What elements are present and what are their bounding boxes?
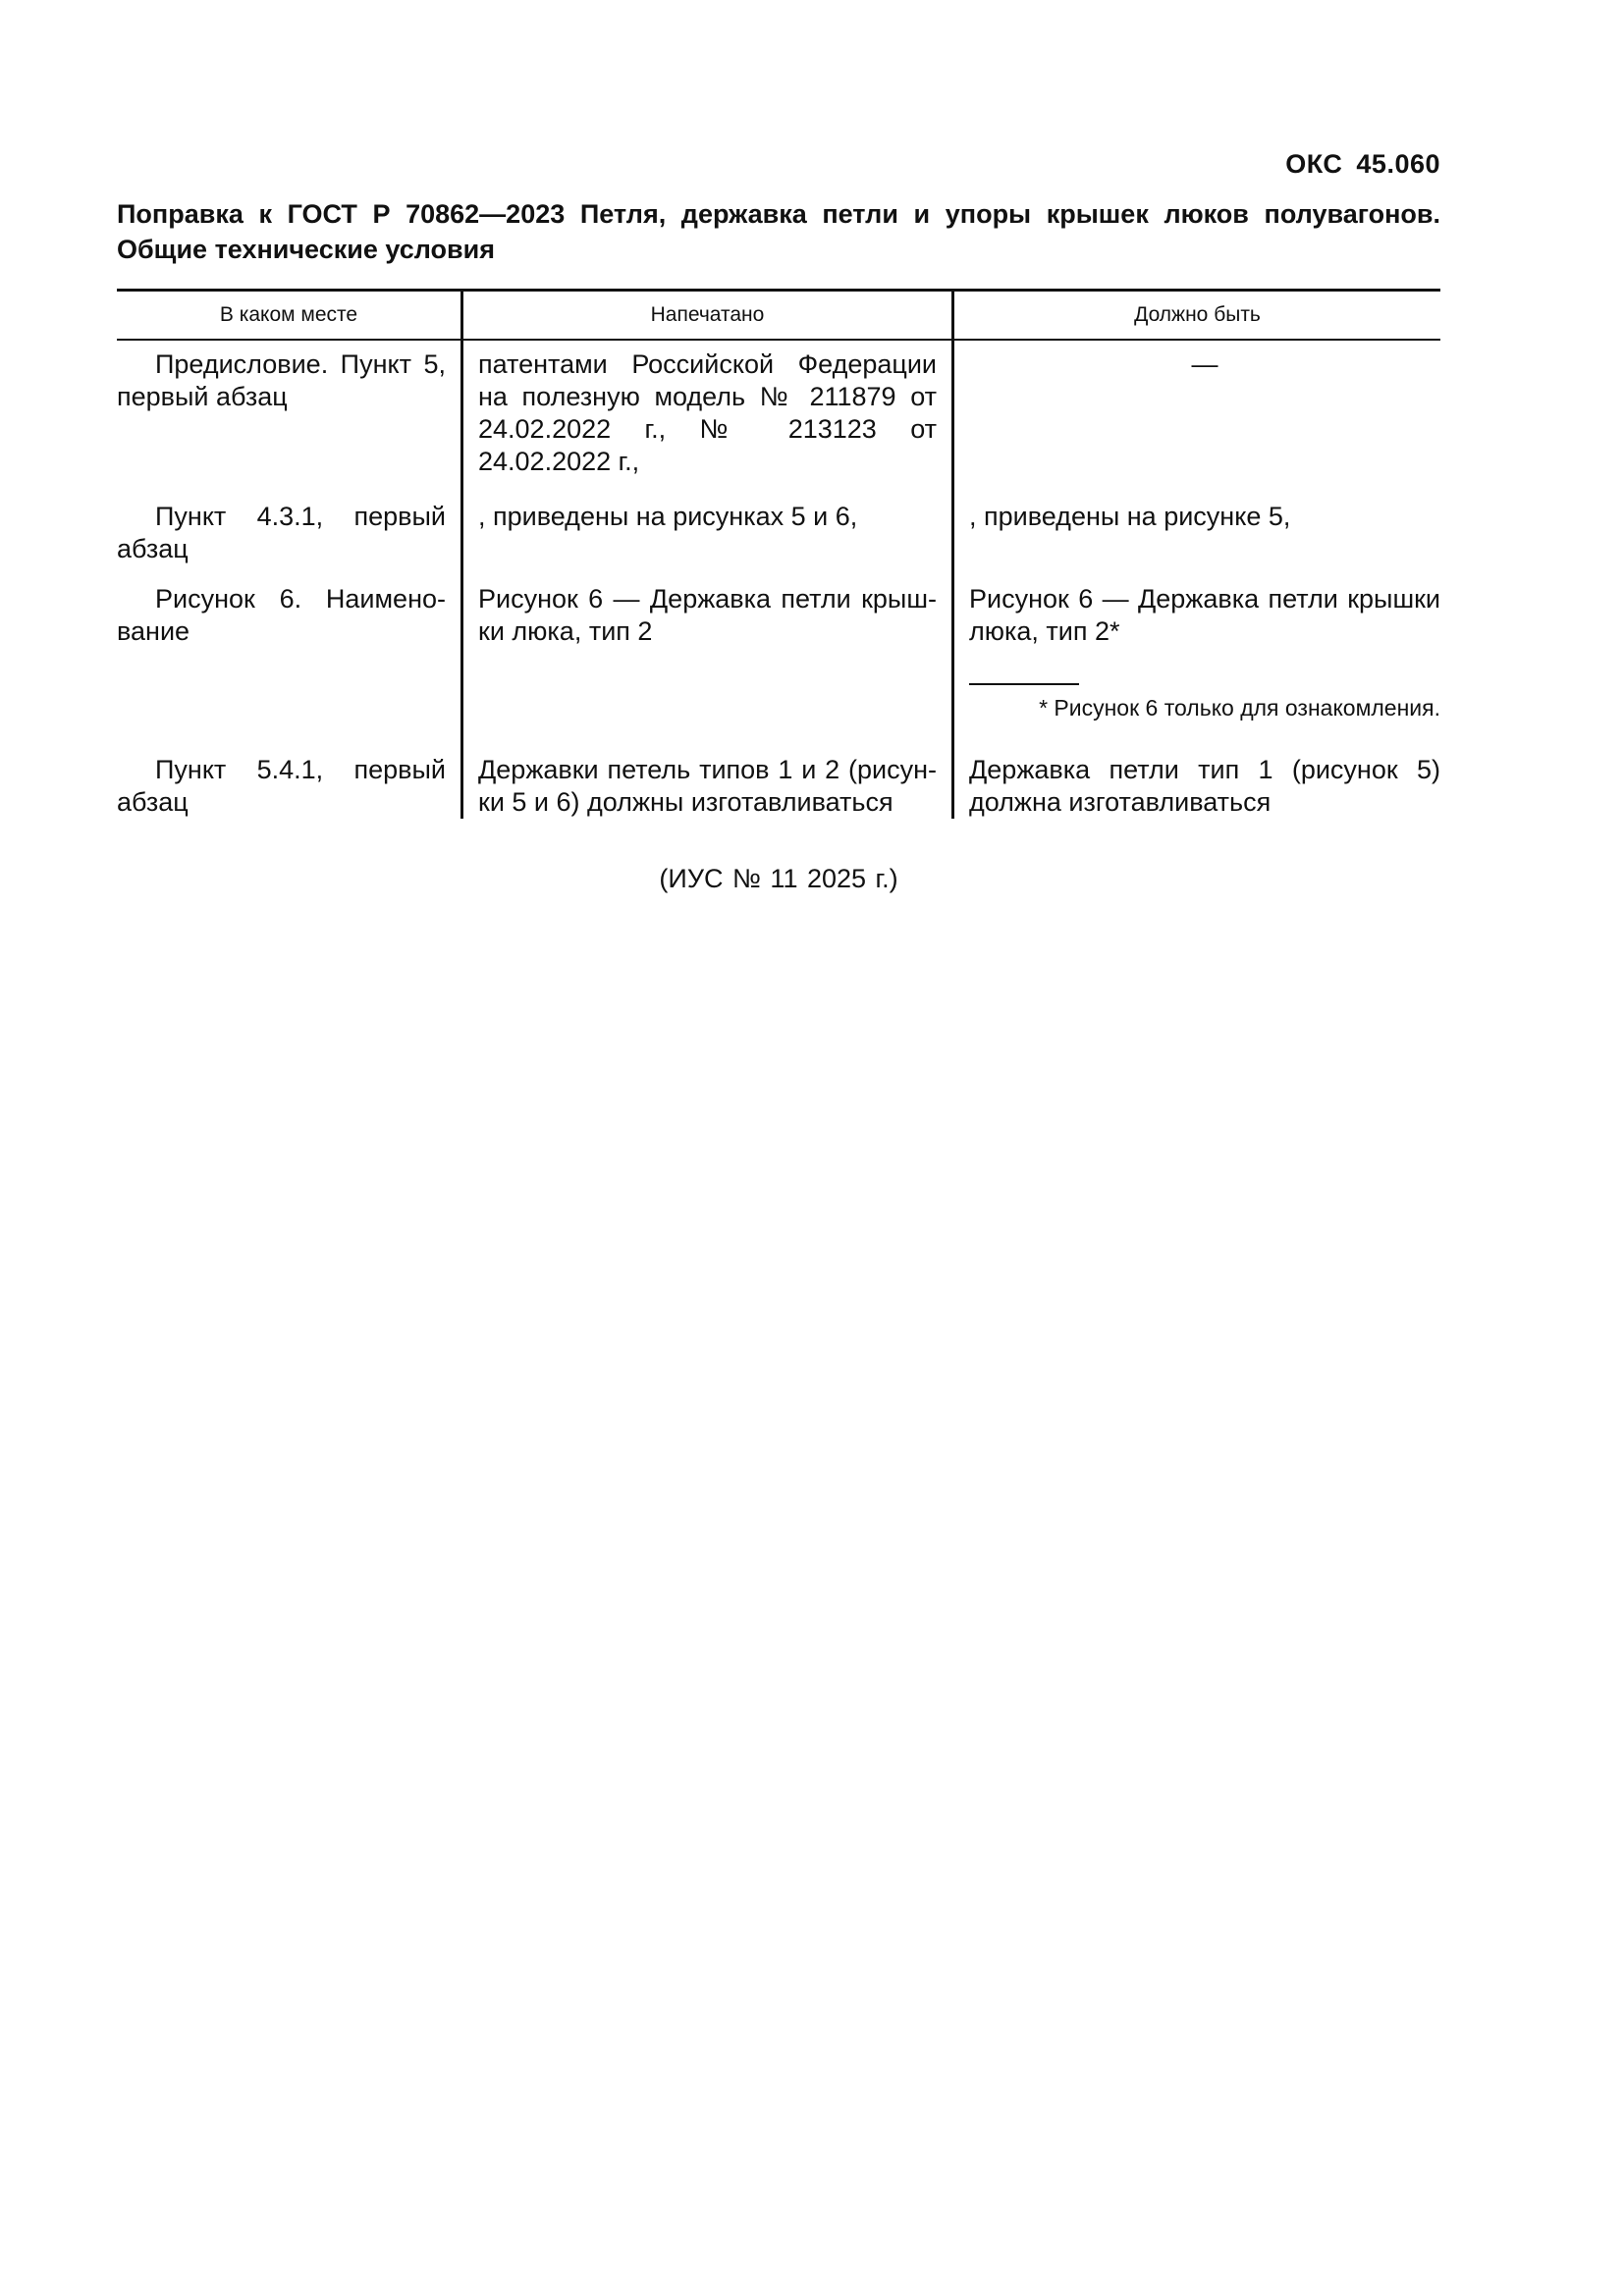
cell-printed: Державки петель типов 1 и 2 (рисун-ки 5 и 6) должны изготавливаться	[460, 746, 951, 819]
cell-printed: Рисунок 6 — Державка петли крыш-ки люка, тип 2	[460, 575, 951, 746]
cell-should-be: Державка петли тип 1 (рисунок 5) должна изготавливаться	[951, 746, 1440, 819]
cell-place: Рисунок 6. Наимено-вание	[117, 584, 446, 646]
cell-printed: патентами Российской Федерации на полезную модель № 211879 от 24.02.2022 г., № 213123 от 24.02.2022 г.,	[460, 341, 951, 493]
footnote-text: * Рисунок 6 только для ознакомления.	[1039, 695, 1440, 721]
table-row	[117, 341, 1440, 493]
cell-should-be: —	[951, 341, 1440, 493]
cell-should-be: Рисунок 6 — Державка петли крышки люка, тип 2*	[969, 584, 1440, 646]
ius-reference: (ИУС № 11 2025 г.)	[659, 864, 898, 893]
oks-code: ОКС 45.060	[1285, 149, 1440, 179]
cell-printed: , приведены на рисунках 5 и 6,	[460, 493, 951, 575]
cell-place: Предисловие. Пункт 5, первый абзац	[117, 349, 446, 411]
footnote-divider	[969, 683, 1079, 685]
table-row	[117, 493, 1440, 575]
column-header-place: В каком месте	[219, 303, 358, 326]
cell-should-be: , приведены на рисунке 5,	[951, 493, 1440, 575]
table-row	[117, 746, 1440, 819]
document-title: Поправка к ГОСТ Р 70862—2023 Петля, державка петли и упоры крышек люков полувагонов. Общие технические условия	[117, 199, 1440, 264]
table-row	[117, 575, 1440, 746]
column-header-should-be: Должно быть	[951, 292, 1440, 339]
cell-should-be-with-footnote	[951, 575, 1440, 746]
cell-place: Пункт 5.4.1, первый абзац	[117, 755, 446, 817]
amendment-table	[117, 289, 1440, 819]
cell-place: Пункт 4.3.1, первый абзац	[117, 502, 446, 563]
table-header	[117, 292, 1440, 341]
column-header-printed: Напечатано	[460, 292, 951, 339]
